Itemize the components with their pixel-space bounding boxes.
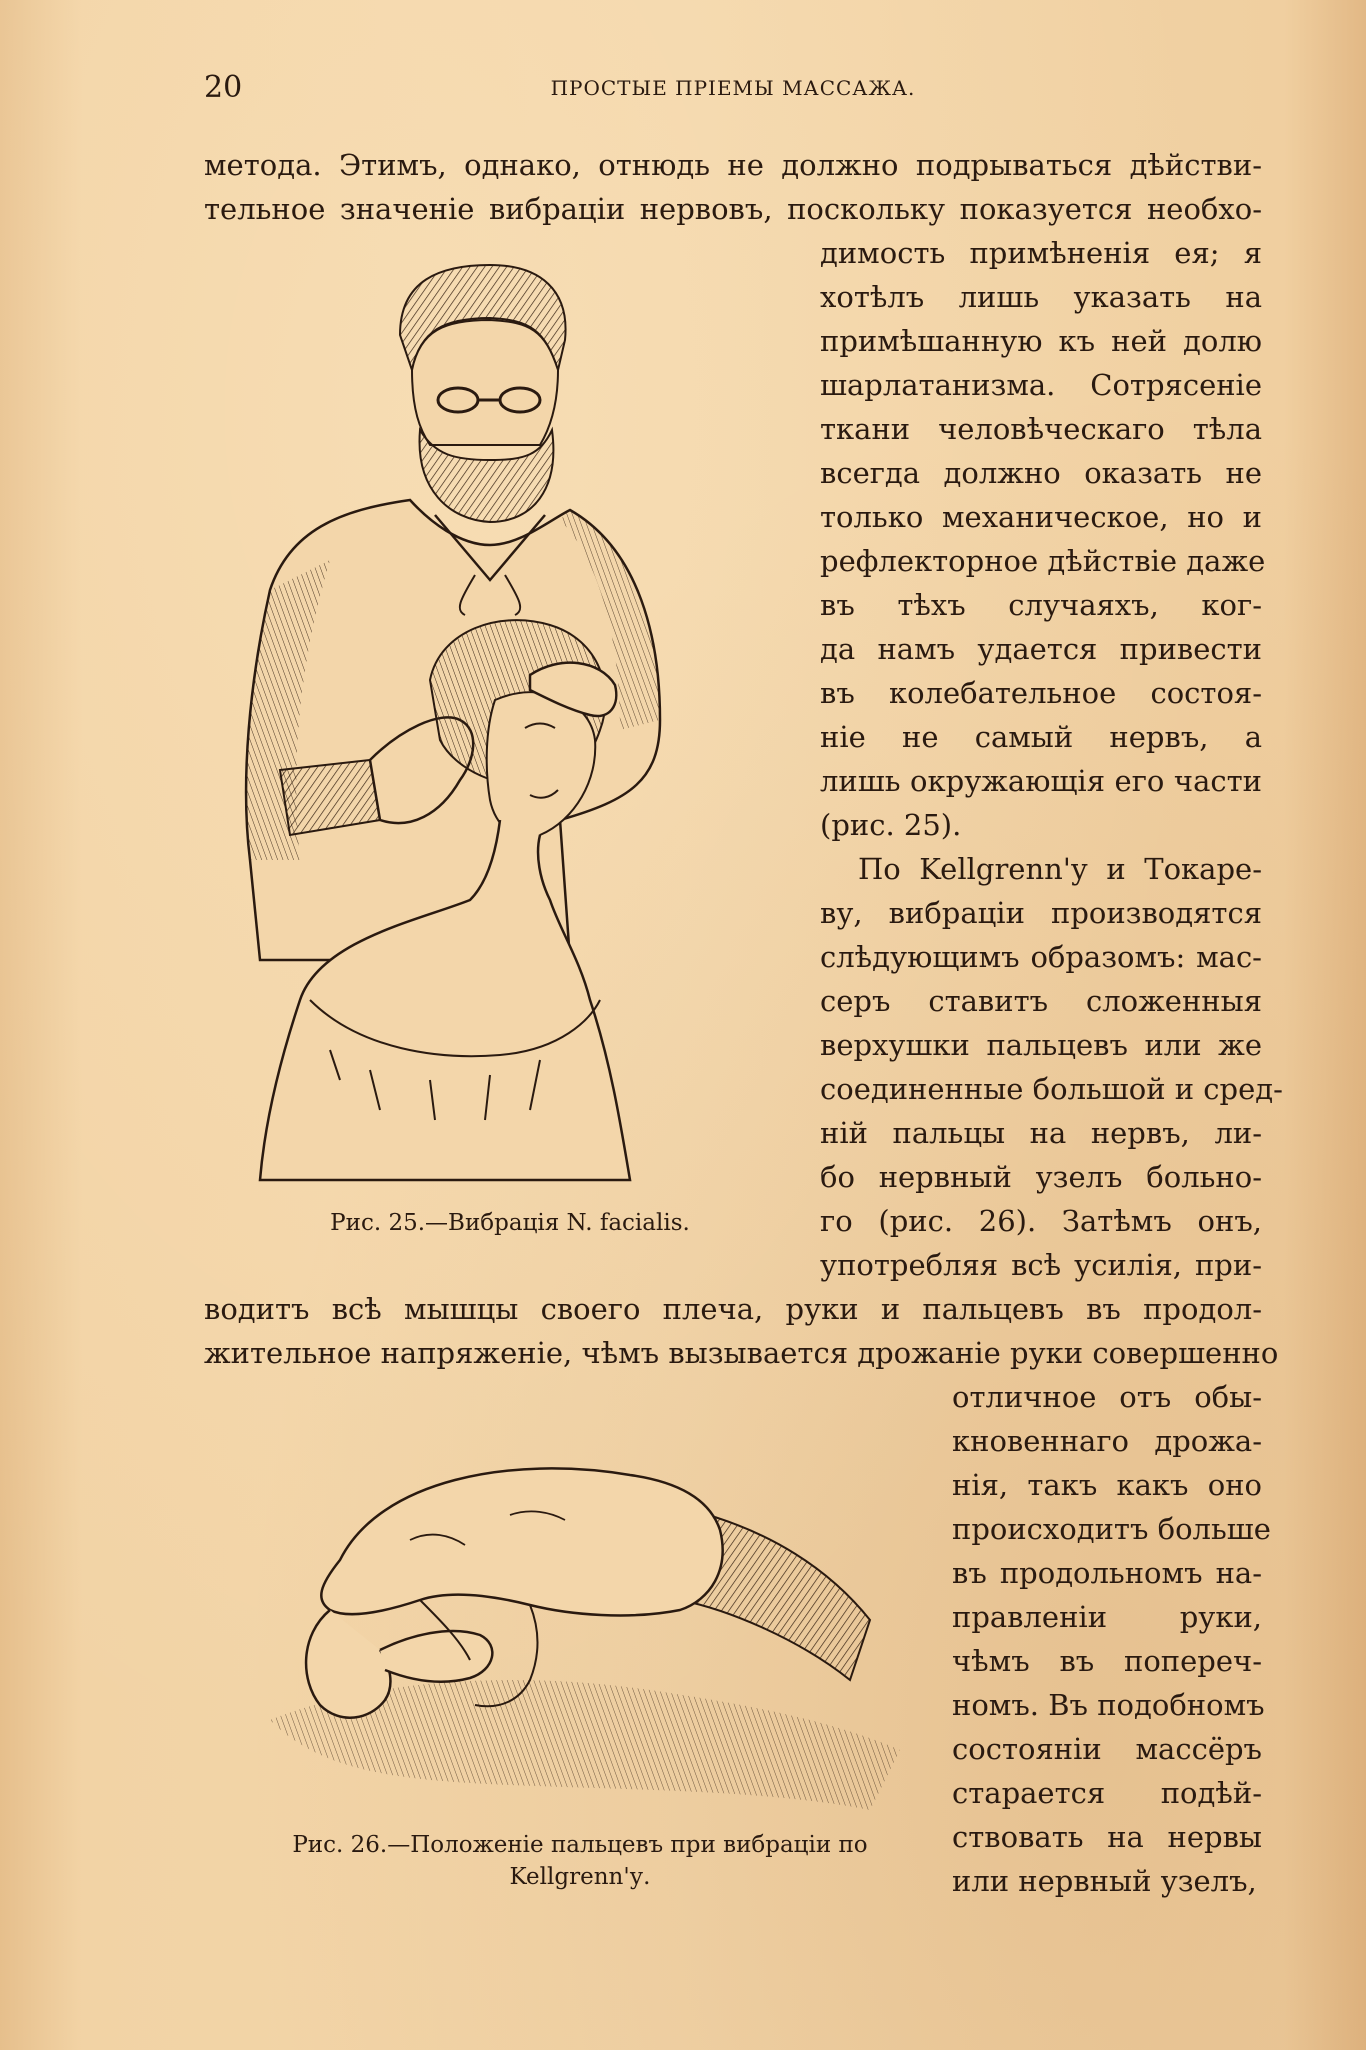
text-line: рефлекторное дѣйствіе даже (820, 544, 1266, 578)
page-header (204, 70, 1262, 110)
text-line: примѣшанную къ ней долю (820, 324, 1262, 358)
text-line: кновеннаго дрожа- (952, 1424, 1262, 1458)
text-line: ткани человѣческаго тѣла (820, 412, 1262, 446)
figure-25-caption: Рис. 25.—Вибрація N. facialis. (330, 1210, 690, 1236)
text-line: жительное напряженіе, чѣмъ вызывается дрожаніе руки совершенно (204, 1336, 1279, 1370)
text-line: ній пальцы на нервъ, ли- (820, 1116, 1262, 1150)
text-line: въ колебательное состоя- (820, 676, 1262, 710)
text-line: ніе не самый нервъ, а (820, 720, 1262, 754)
text-line: старается подѣй- (952, 1776, 1262, 1810)
text-line: По Kellgrenn'у и Токаре- (858, 852, 1262, 886)
text-line: слѣдующимъ образомъ: мас- (820, 940, 1262, 974)
text-line: состояніи массёръ (952, 1732, 1262, 1766)
text-line: хотѣлъ лишь указать на (820, 280, 1262, 314)
text-line: димость примѣненія ея; я (820, 236, 1262, 270)
running-title: ПРОСТЫЕ ПРІЕМЫ МАССАЖА. (550, 76, 916, 100)
text-line: чѣмъ въ попереч- (952, 1644, 1262, 1678)
text-line: правленіи руки, (952, 1600, 1262, 1634)
text-line: соединенные большой и сред- (820, 1072, 1283, 1106)
text-line: употребляя всѣ усилія, при- (820, 1248, 1262, 1282)
text-line: тельное значеніе вибраціи нервовъ, поскольку показуется необхо- (204, 192, 1262, 226)
text-line: да намъ удается привести (820, 632, 1262, 666)
text-line: или нервный узелъ, (952, 1864, 1257, 1898)
text-line: нія, такъ какъ оно (952, 1468, 1262, 1502)
text-line: происходитъ больше (952, 1512, 1271, 1546)
text-line: верхушки пальцевъ или же (820, 1028, 1262, 1062)
text-line: го (рис. 26). Затѣмъ онъ, (820, 1204, 1262, 1238)
text-line: всегда должно оказать не (820, 456, 1262, 490)
text-line: ву, вибраціи производятся (820, 896, 1262, 930)
figure-25-engraving (240, 260, 800, 1200)
text-line: въ продольномъ на- (952, 1556, 1262, 1590)
figure-26-caption-line-1: Рис. 26.—Положеніе пальцевъ при вибраціи по (292, 1832, 868, 1858)
text-line: только механическое, но и (820, 500, 1262, 534)
text-line: лишь окружающія его части (820, 764, 1262, 798)
text-line: бо нервный узелъ больно- (820, 1160, 1262, 1194)
text-line: отличное отъ обы- (952, 1380, 1262, 1414)
figure-26-caption-line-2: Kellgrenn'у. (509, 1864, 651, 1890)
page-number: 20 (204, 70, 243, 105)
text-line: шарлатанизма. Сотрясеніе (820, 368, 1262, 402)
text-line: серъ ставитъ сложенныя (820, 984, 1262, 1018)
text-line: (рис. 25). (820, 808, 962, 842)
text-line: метода. Этимъ, однако, отнюдь не должно подрываться дѣйстви- (204, 148, 1262, 182)
figure-26-engraving (210, 1420, 910, 1820)
text-line: въ тѣхъ случаяхъ, ког- (820, 588, 1262, 622)
text-line: номъ. Въ подобномъ (952, 1688, 1265, 1722)
text-line: ствовать на нервы (952, 1820, 1262, 1854)
text-line: водитъ всѣ мышцы своего плеча, руки и пальцевъ въ продол- (204, 1292, 1262, 1326)
